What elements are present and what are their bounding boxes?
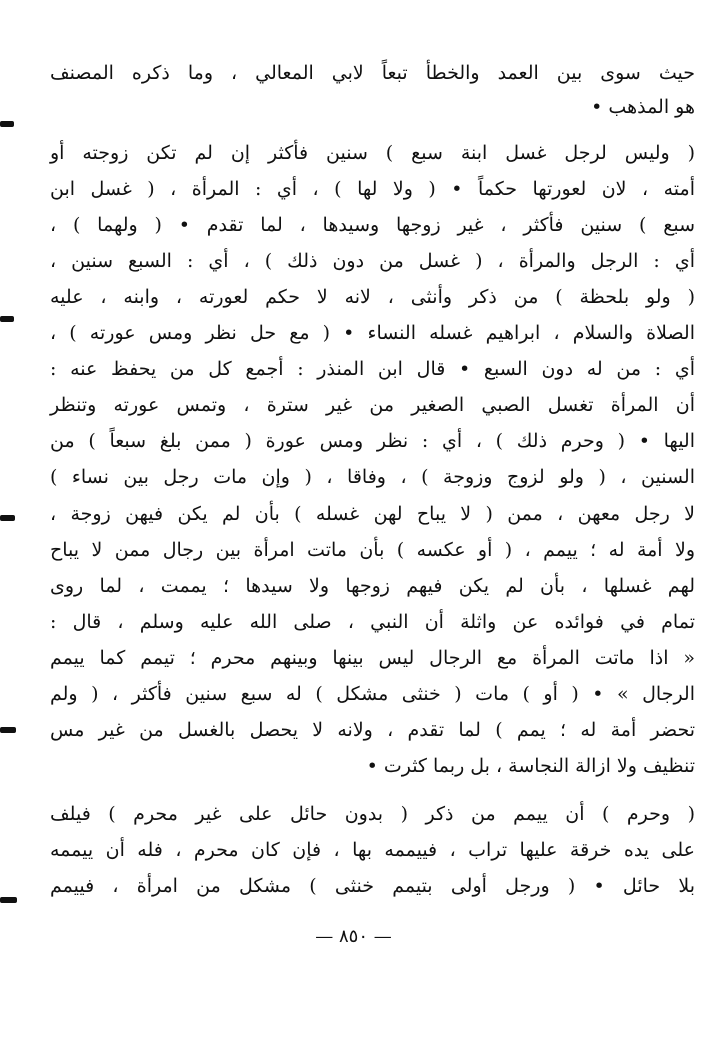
margin-tick-mark: [0, 121, 14, 127]
margin-tick-mark: [0, 515, 15, 521]
text-line: أي : من له دون السبع • قال ابن المنذر : أجمع كل من يحفظ عنه :: [50, 358, 695, 380]
margin-tick-mark: [0, 897, 17, 903]
text-line: « اذا ماتت المرأة مع الرجال ليس بينها وبينهم محرم ؛ تيمم كما ييمم: [50, 647, 695, 669]
text-line: هو المذهب •: [591, 96, 695, 118]
text-line: تمام في فوائده عن واثلة أن النبي ، صلى الله عليه وسلم ، قال :: [50, 611, 695, 633]
text-line: اليها • ( وحرم ذلك ) ، أي : نظر ومس عورة ( ممن بلغ سبعاً ) من: [50, 430, 695, 452]
text-line: حيث سوى بين العمد والخطأ تبعاً لابي المعالي ، وما ذكره المصنف: [50, 62, 695, 84]
text-line: ( ولو بلحظة ) من ذكر وأنثى ، لانه لا حكم لعورته ، وابنه ، عليه: [50, 286, 695, 308]
text-line: ( وليس لرجل غسل ابنة سبع ) سنين فأكثر إن لم تكن زوجته أو: [50, 142, 695, 164]
text-line: السنين ، ( ولو لزوج وزوجة ) ، وفاقا ، ( وإن مات رجل بين نساء ): [50, 466, 695, 488]
text-line: ( وحرم ) أن ييمم من ذكر ( بدون حائل على غير محرم ) فيلف: [50, 803, 695, 825]
text-line: لا رجل معهن ، ممن ( لا يباح لهن غسله ) بأن لم يكن فيهن زوجة ،: [50, 503, 695, 525]
text-line: تنظيف ولا ازالة النجاسة ، بل ربما كثرت •: [366, 755, 695, 777]
page-number: — ٨٥٠ —: [315, 926, 392, 947]
margin-tick-mark: [0, 727, 16, 733]
text-line: تحضر أمة له ؛ يمم ) لما تقدم ، ولانه لا يحصل بالغسل من غير مس: [50, 719, 695, 741]
text-line: على يده خرقة عليها تراب ، فييممه بها ، فإن كان محرم ، فله أن ييممه: [50, 839, 695, 861]
text-line: بلا حائل • ( ورجل أولى بتيمم خنثى ) مشكل من امرأة ، فييمم: [50, 875, 695, 897]
text-line: الرجال » • ( أو ) مات ( خنثى مشكل ) له سبع سنين فأكثر ، ( ولم: [50, 683, 695, 705]
text-line: أن المرأة تغسل الصبي الصغير من غير سترة ، وتمس عورته وتنظر: [50, 394, 695, 416]
text-line: الصلاة والسلام ، ابراهيم غسله النساء • ( مع حل نظر ومس عورته ) ،: [50, 322, 695, 344]
text-line: لهم غسلها ، بأن لم يكن فيهم زوجها ولا سيدها ؛ يممت ، لما روى: [50, 575, 695, 597]
text-line: أي : الرجل والمرأة ، ( غسل من دون ذلك ) ، أي : السبع سنين ،: [50, 250, 695, 272]
margin-tick-mark: [0, 316, 14, 322]
text-line: أمته ، لان لعورتها حكماً • ( ولا لها ) ، أي : المرأة ، ( غسل ابن: [50, 178, 695, 200]
text-line: ولا أمة له ؛ ييمم ، ( أو عكسه ) بأن ماتت امرأة بين رجال ممن لا يباح: [50, 539, 695, 561]
text-line: سبع ) سنين فأكثر ، غير زوجها وسيدها ، لما تقدم • ( ولهما ) ،: [50, 214, 695, 236]
